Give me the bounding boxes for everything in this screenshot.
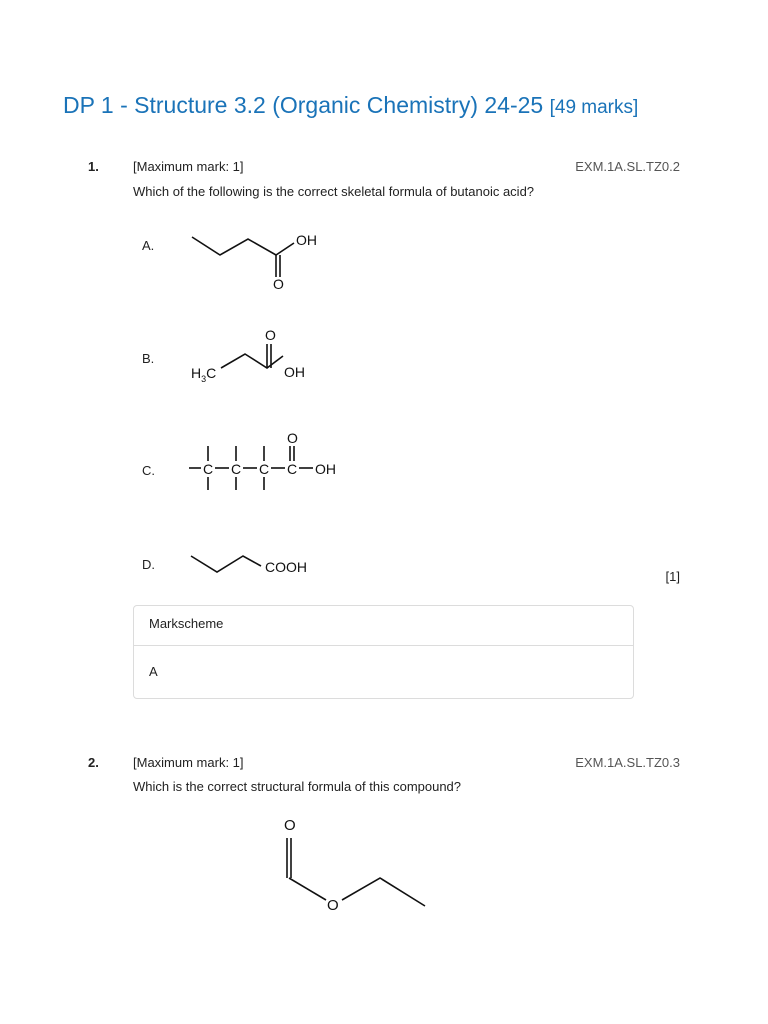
title-text: DP 1 - Structure 3.2 (Organic Chemistry) 24-25 [63, 92, 544, 118]
atom-oh: OH [296, 232, 317, 248]
atom-c4: C [287, 461, 298, 477]
markscheme-heading: Markscheme [134, 606, 633, 646]
question-code: EXM.1A.SL.TZ0.3 [575, 755, 680, 770]
atom-cooh: COOH [265, 559, 307, 575]
max-mark: [Maximum mark: 1] [133, 159, 244, 174]
option-c-structure [185, 428, 365, 498]
option-d-structure [185, 548, 335, 588]
markscheme-box [133, 605, 634, 699]
atom-o: O [265, 327, 276, 343]
question-code: EXM.1A.SL.TZ0.2 [575, 159, 680, 174]
question-text: Which is the correct structural formula of this compound? [133, 779, 462, 794]
markscheme-answer: A [149, 664, 158, 679]
atom-o-ester: O [327, 897, 339, 914]
atom-o-top: O [284, 817, 296, 834]
question-number: 2. [88, 755, 99, 770]
atom-c1: C [203, 461, 214, 477]
atom-c2: C [231, 461, 242, 477]
page-title [63, 92, 638, 119]
option-d-label: D. [142, 557, 155, 572]
total-marks: [49 marks] [549, 97, 639, 118]
atom-h3c: $H_3C$ [191, 365, 217, 384]
atom-oh: OH [284, 364, 305, 380]
option-a-label: A. [142, 238, 155, 253]
question-number: 1. [88, 159, 99, 174]
option-b-label: B. [142, 351, 155, 366]
atom-oh: OH [315, 461, 336, 477]
option-a-structure [180, 225, 330, 295]
max-mark: [Maximum mark: 1] [133, 755, 244, 770]
question-marks: [1] [665, 569, 680, 584]
atom-o: O [287, 430, 298, 446]
option-c-label: C. [142, 463, 155, 478]
question-text: Which of the following is the correct skeletal formula of butanoic acid? [133, 184, 535, 199]
atom-o: O [273, 276, 284, 292]
question-2-structure [270, 810, 440, 920]
option-b-structure [185, 322, 335, 387]
atom-c3: C [259, 461, 270, 477]
